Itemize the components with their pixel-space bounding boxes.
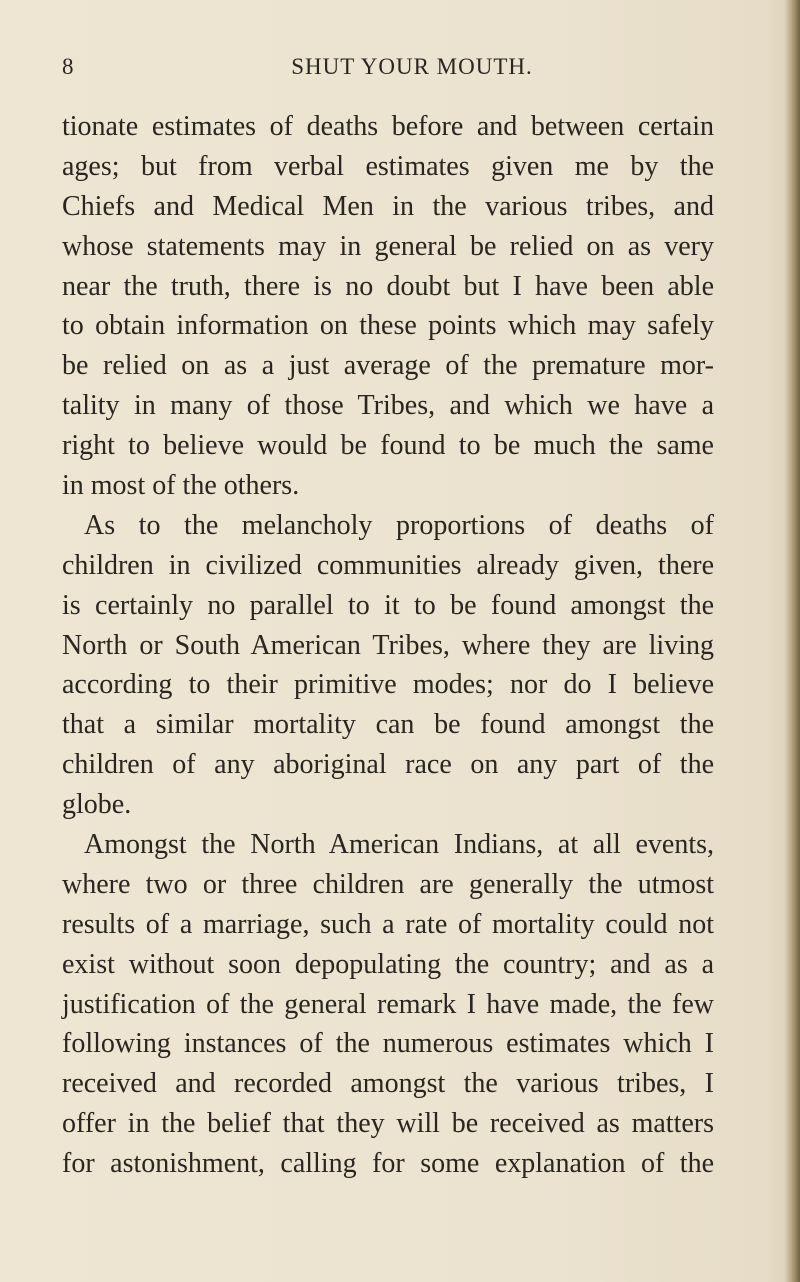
text-line: justification of the general remark I have made, the few	[62, 988, 714, 1020]
text-line: to obtain information on these points which may safely	[62, 310, 714, 342]
page-header	[62, 54, 762, 86]
text-line: according to their primitive modes; nor do I believe	[62, 669, 714, 701]
text-line: whose statements may in general be relied on as very	[62, 230, 714, 262]
text-line: Chiefs and Medical Men in the various tribes, and	[62, 190, 714, 222]
text-line: be relied on as a just average of the premature mor-	[62, 350, 714, 382]
page-binding-edge	[784, 0, 800, 1282]
text-line: received and recorded amongst the various tribes, I	[62, 1068, 714, 1100]
page-number: 8	[62, 54, 74, 79]
running-head: SHUT YOUR MOUTH.	[291, 54, 533, 79]
paragraph-start-line: Amongst the North American Indians, at all events,	[84, 829, 714, 861]
text-line: children in civilized communities already given, there	[62, 549, 714, 581]
text-line: for astonishment, calling for some explanation of the	[62, 1148, 714, 1180]
paragraph-end-line: in most of the others.	[62, 470, 300, 502]
text-line: children of any aboriginal race on any part of the	[62, 749, 714, 781]
text-line: is certainly no parallel to it to be found amongst the	[62, 589, 714, 621]
text-line: offer in the belief that they will be received as matters	[62, 1108, 714, 1140]
paragraph-start-line: As to the melancholy proportions of deaths of	[84, 509, 714, 541]
text-line: where two or three children are generally the utmost	[62, 868, 714, 900]
text-line: tionate estimates of deaths before and between certain	[62, 111, 714, 142]
text-line: ages; but from verbal estimates given me by the	[62, 150, 714, 182]
paragraph-end-line: globe.	[62, 789, 132, 821]
text-line: right to believe would be found to be much the same	[62, 430, 714, 462]
body-text	[62, 107, 714, 1184]
text-line: exist without soon depopulating the country; and as a	[62, 948, 714, 980]
text-line: near the truth, there is no doubt but I have been able	[62, 270, 714, 302]
text-line: following instances of the numerous estimates which I	[62, 1028, 714, 1060]
text-line: results of a marriage, such a rate of mortality could not	[62, 908, 714, 940]
text-line: tality in many of those Tribes, and which we have a	[62, 390, 714, 422]
text-line: North or South American Tribes, where they are living	[62, 629, 714, 661]
text-line: that a similar mortality can be found amongst the	[62, 709, 714, 741]
